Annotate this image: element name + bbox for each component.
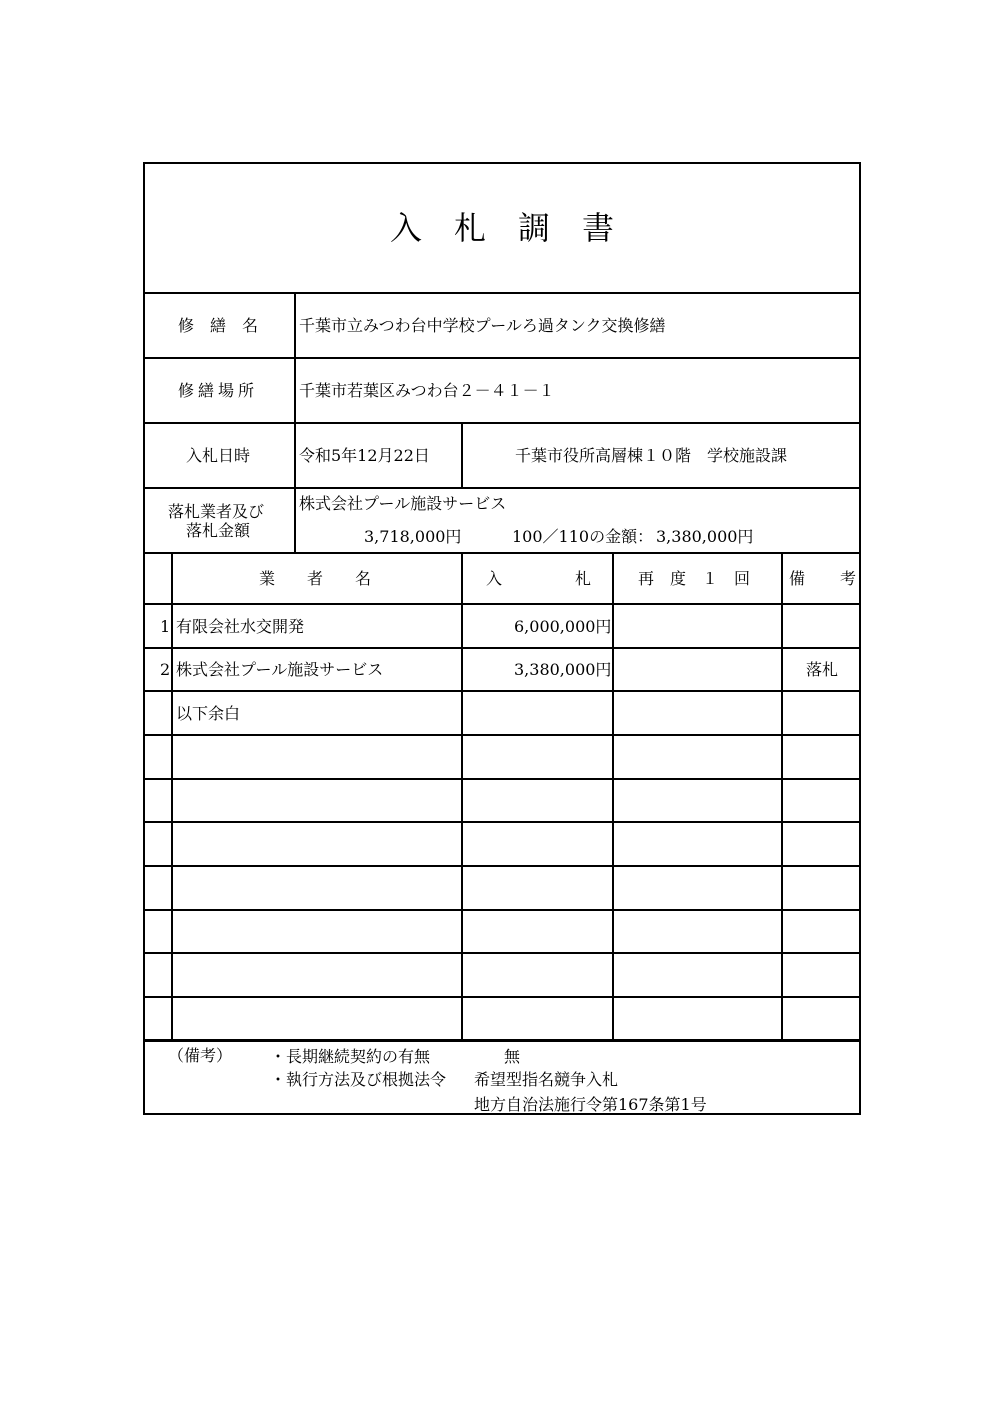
rule-rebid-col (612, 552, 614, 1041)
bid-report-frame (143, 162, 861, 1115)
rule-table-bottom (143, 1039, 861, 1042)
rule-date-split (461, 422, 463, 489)
bid-date-label: 入札日時 (186, 446, 251, 465)
rule-row5-bottom (143, 821, 861, 823)
rule-place-bottom (143, 422, 861, 424)
row-1-company: 有限会社水交開発 (176, 617, 305, 636)
row-2-note: 落札 (806, 660, 839, 679)
header-note-2: 考 (840, 569, 857, 588)
header-rebid: 再 度 １ 回 (638, 569, 751, 588)
winner-label-line2: 落札金額 (186, 521, 251, 540)
repair-place-label: 修繕場所 (178, 381, 259, 400)
rule-name-bottom (143, 357, 861, 359)
rule-row7-bottom (143, 909, 861, 911)
rule-winner-bottom (143, 552, 861, 554)
rule-row6-bottom (143, 865, 861, 867)
rule-title-bottom (143, 292, 861, 294)
repair-name-value: 千葉市立みつわ台中学校プールろ過タンク交換修繕 (299, 316, 666, 335)
remarks-item1-value: 無 (504, 1047, 521, 1066)
remarks-item2-value: 希望型指名競争入札 (474, 1070, 619, 1089)
rule-row9-bottom (143, 996, 861, 998)
rule-row8-bottom (143, 952, 861, 954)
repair-place-value: 千葉市若葉区みつわ台２－４１－１ (299, 381, 555, 400)
header-company: 業 者 名 (259, 569, 372, 588)
rule-row3-bottom (143, 734, 861, 736)
rule-row2-bottom (143, 690, 861, 692)
rule-no-col (171, 552, 173, 1041)
row-2-company: 株式会社プール施設サービス (176, 660, 384, 679)
remarks-item2-label: ・執行方法及び根拠法令 (270, 1070, 447, 1089)
document-title: 入 札 調 書 (390, 209, 615, 247)
rule-note-col (781, 552, 783, 1041)
rule-header-bottom (143, 603, 861, 605)
remarks-label: （備考） (168, 1046, 233, 1065)
winner-company: 株式会社プール施設サービス (299, 494, 507, 513)
row-1-no: 1 (160, 617, 171, 636)
rule-row4-bottom (143, 778, 861, 780)
row-2-bid: 3,380,000円 (514, 660, 612, 679)
winner-label-line1: 落札業者及び (168, 502, 265, 521)
repair-name-label: 修 繕 名 (178, 316, 259, 335)
bid-date-value: 令和5年12月22日 (299, 446, 430, 465)
header-bid-2: 札 (575, 569, 592, 588)
rule-date-bottom (143, 487, 861, 489)
winner-amount: 3,718,000円 (364, 527, 462, 546)
remarks-item2-value2: 地方自治法施行令第167条第1号 (474, 1095, 707, 1114)
row-2-no: 2 (160, 660, 171, 679)
row-3-company: 以下余白 (176, 704, 241, 723)
header-bid-1: 入 (486, 569, 503, 588)
rule-label-col (294, 292, 296, 554)
winner-ratio-amount: 3,380,000円 (656, 527, 754, 546)
rule-row1-bottom (143, 647, 861, 649)
row-1-bid: 6,000,000円 (514, 617, 612, 636)
winner-ratio-label: 100／110の金額： (512, 527, 654, 546)
rule-bid-col (461, 552, 463, 1041)
remarks-item1-label: ・長期継続契約の有無 (270, 1047, 431, 1066)
header-note-1: 備 (789, 569, 806, 588)
bid-place-value: 千葉市役所高層棟１０階 学校施設課 (515, 446, 788, 465)
